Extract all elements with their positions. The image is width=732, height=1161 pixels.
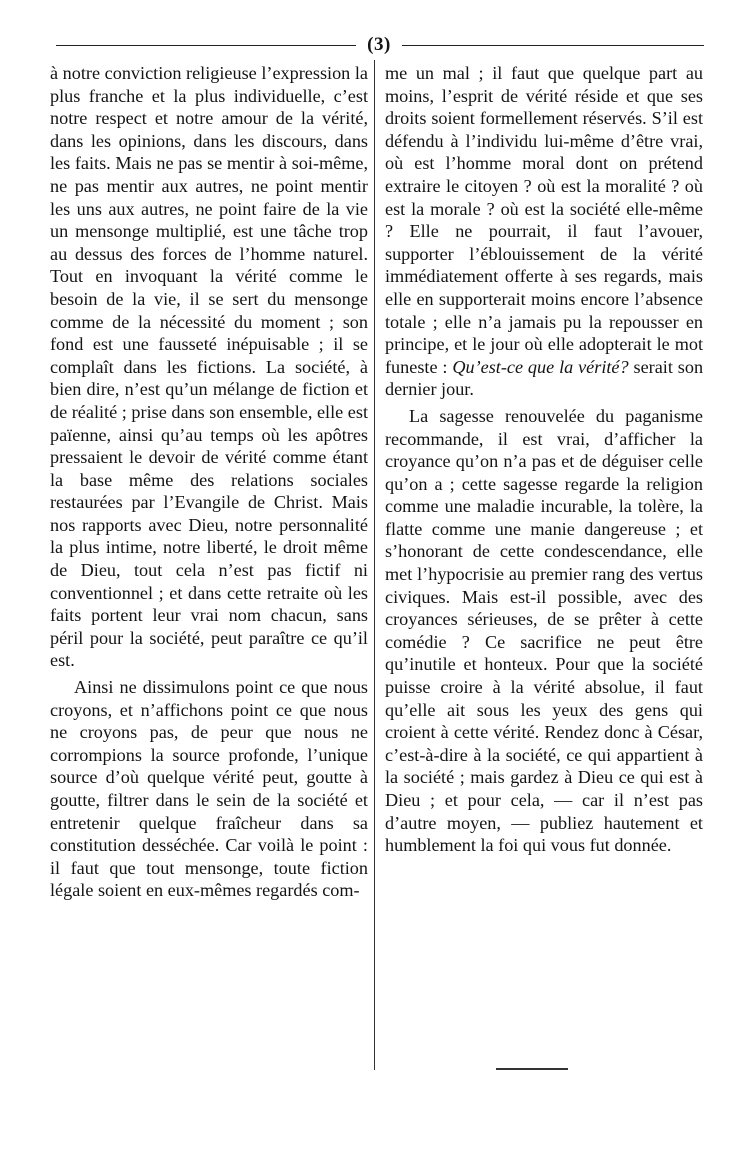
left-paragraph-2: Ainsi ne dissimulons point ce que nous croyons, et n’affichons point ce que nous ne croyons pas, de peur que nous ne corrompions la source profonde, l’unique source d’où quelque vérité peut, goutte à goutte, filtrer dans le sein de la société et entretenir quelque fraîcheur dans sa constitution desséchée. Car voilà le point : il faut que tout mensonge, toute fiction légale soient en eux-mêmes regardés com- (50, 677, 368, 901)
left-column (50, 62, 368, 902)
right-column (385, 62, 703, 857)
page-number: (3) (367, 34, 391, 55)
end-rule (496, 1068, 568, 1070)
right-paragraph-1 (385, 62, 703, 401)
header-rule-right (402, 45, 704, 46)
page-header (56, 34, 704, 56)
column-divider (374, 60, 375, 1070)
header-rule-left (56, 45, 356, 46)
left-paragraph-1: à notre conviction religieuse l’expression la plus franche et la plus individuelle, c’est notre respect et notre amour de la vérité, dans les opinions, dans les discours, dans les faits. Mais ne pas se mentir à soi-même, ne pas mentir aux autres, ne point mentir les uns aux autres, ne point faire de la vie un mensonge multiplié, est une tâche trop au dessus des forces de l’homme naturel. Tout en invoquant la vérité comme le besoin de la vie, il se sert du mensonge comme de la nécessité du moment ; son fond est une fausseté inépuisable ; il se complaît dans les fictions. La société, à bien dire, n’est qu’un mélange de fiction et de réalité ; prise dans son ensemble, elle est païenne, ainsi qu’au temps où les apôtres pressaient le devoir de vérité comme étant la base même des relations sociales restaurées par l’Evangile de Christ. Mais nos rapports avec Dieu, notre personnalité la plus intime, notre liberté, le droit même de Dieu, tout cela n’est pas fictif ni conventionnel ; et dans cette retraite où les faits portent leur vrai nom chacun, sans péril pour la société, peut paraître ce qu’il est. (50, 63, 368, 671)
right-paragraph-1-end: serait son dernier jour. (385, 356, 704, 400)
right-paragraph-2: La sagesse renouvelée du paganisme recommande, il est vrai, d’afficher la croyance qu’on n’a pas et de déguiser celle qu’on a ; cette sagesse regarde la religion comme une maladie incurable, la tolère, la flatte comme une manie dangereuse ; et s’honorant de cette condescendance, elle met l’hypocrisie au premier rang des vertus civiques. Mais est-il possible, avec des croyances sérieuses, de se prêter à cette comédie ? Ce sacrifice ne peut être qu’inutile et honteux. Pour que la société puisse croire à la vérité absolue, il faut qu’elle ait sous les yeux des gens qui croient à cette vérité. Rendez donc à César, c’est-à-dire à la société, ce qui appartient à la société ; mais gardez à Dieu ce qui est à Dieu ; et pour cela, — car il n’est pas d’autre moyen, — publiez hautement et humblement la foi qui vous fut donnée. (385, 405, 703, 856)
right-paragraph-1-text: me un mal ; il faut que quelque part au moins, l’esprit de vérité réside et que ses droits soient formellement réservés. S’il est défendu à l’individu lui-même d’être vrai, où est l’homme moral dont on prétend extraire le citoyen ? où est la moralité ? où est la morale ? où est la société elle-même ? Elle ne pourrait, il faut l’avouer, supporter l’éblouissement de la vérité immédiatement offerte à ses regards, mais elle en supporterait moins encore l’absence totale ; elle n’a jamais pu la repousser en principe, et le jour où elle adopterait le mot funeste : (385, 63, 703, 377)
quote-italic: Qu’est-ce que la vérité? (452, 356, 629, 377)
